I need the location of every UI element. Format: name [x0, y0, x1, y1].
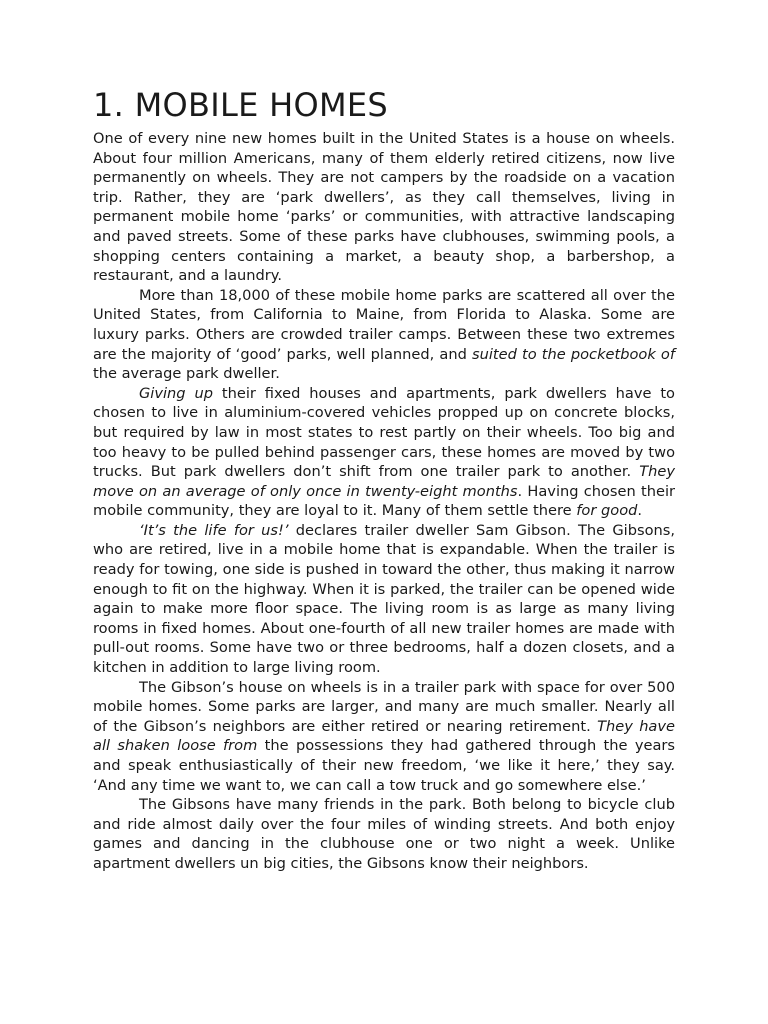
italic-phrase: Giving up — [139, 384, 213, 402]
paragraph-4 — [93, 521, 675, 678]
paragraph-5 — [93, 678, 675, 796]
paragraph-text: their fixed houses and apartments, park dwellers have to chosen to live in aluminium-covered vehicles propped up on concrete blocks, but required by law in most states to rest partly on their wheels. Too big and too heavy to be pulled behind passenger cars, these homes are moved by two trucks. But park dwellers don’t shift from one trailer park to another. — [93, 384, 675, 481]
paragraph-text: the possessions they had gathered through the years and speak enthusiastically of their new freedom, ‘we like it here,’ they say. ‘And any time we want to, we can call a tow truck and go somewhere else.’ — [93, 737, 675, 794]
paragraph-text: . Having chosen their mobile community, they are loyal to it. Many of them settle there — [93, 482, 675, 520]
document-page — [93, 86, 675, 874]
paragraph-text: The Gibson’s house on wheels is in a trailer park with space for over 500 mobile homes. Some parks are larger, and many are much smaller. Nearly all of the Gibson’s neighbors are either retired or nearing retirement. — [93, 678, 675, 735]
paragraph-6 — [93, 795, 675, 873]
italic-phrase: suited to the pocketbook of — [472, 345, 675, 363]
paragraph-text: . — [637, 502, 643, 520]
italic-phrase: They move on an average of only once in twenty-eight months — [93, 463, 675, 500]
paragraph-2 — [93, 286, 675, 384]
italic-phrase: They have all shaken loose from — [93, 717, 675, 755]
paragraph-3 — [93, 384, 675, 521]
paragraph-1 — [93, 129, 675, 286]
italic-phrase: for good — [576, 502, 638, 520]
page-title: 1. MOBILE HOMES — [93, 86, 388, 124]
paragraph-text: the average park dweller. — [93, 365, 280, 383]
paragraph-text: More than 18,000 of these mobile home parks are scattered all over the United States, from California to Maine, from Florida to Alaska. Some are luxury parks. Others are crowded trailer camps. Between these two extremes are the majority of ‘good’ parks, well planned, and — [93, 286, 675, 363]
paragraph-text: declares trailer dweller Sam Gibson. The Gibsons, who are retired, live in a mobile home that is expandable. When the trailer is ready for towing, one side is pushed in toward the other, thus making it narrow enough to fit on the highway. When it is parked, the trailer can be opened wide again to make more floor space. The living room is as large as many living rooms in fixed homes. About one-fourth of all new trailer homes are made with pull-out rooms. Some have two or three bedrooms, half a dozen closets, and a kitchen in addition to large living room. — [93, 521, 676, 677]
paragraph-text: The Gibsons have many friends in the park. Both belong to bicycle club and ride almost daily over the four miles of winding streets. And both enjoy games and dancing in the clubhouse one or two night a week. Unlike apartment dwellers un big cities, the Gibsons know their neighbors. — [93, 796, 675, 872]
paragraph-text: One of every nine new homes built in the United States is a house on wheels. About four million Americans, many of them elderly retired citizens, now live permanently on wheels. They are not campers by the roadside on a vacation trip. Rather, they are ‘park dwellers’, as they call themselves, living in permanent mobile home ‘parks’ or communities, with attractive landscaping and paved streets. Some of these parks have clubhouses, swimming pools, a shopping centers containing a market, a beauty shop, a barbershop, a restaurant, and a laundry. — [93, 130, 675, 285]
italic-phrase: ‘It’s the life for us!’ — [139, 521, 289, 539]
